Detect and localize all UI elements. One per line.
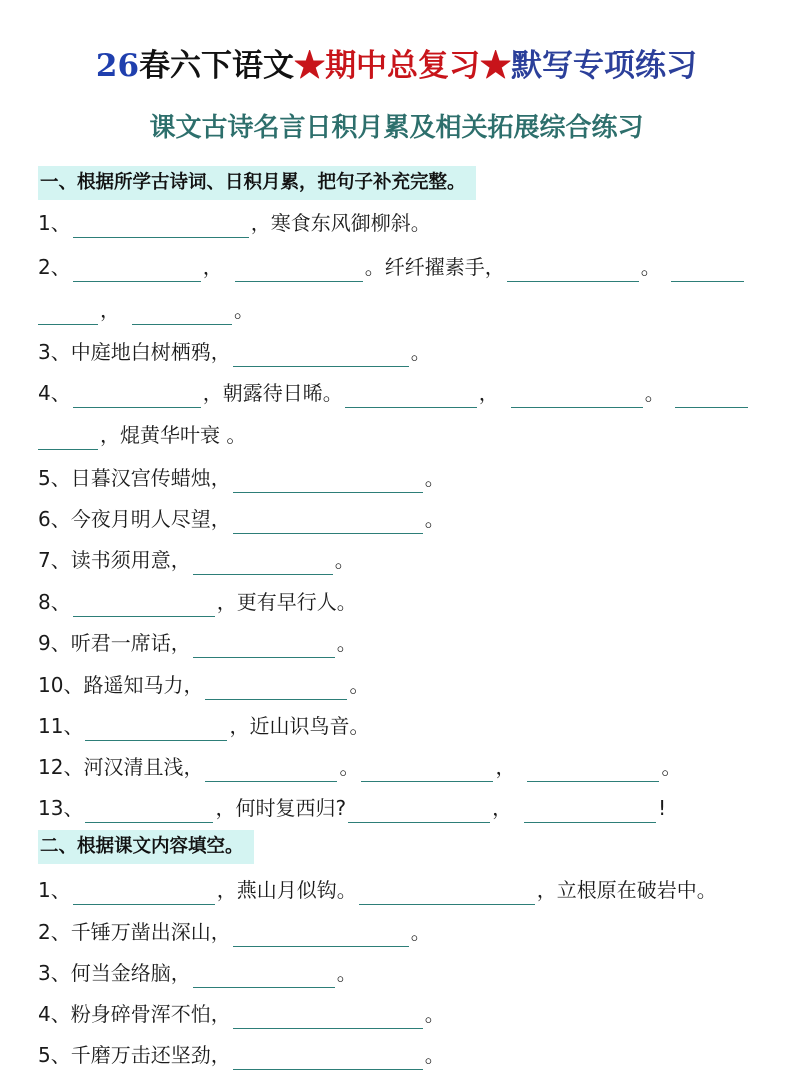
answer-blank[interactable]: [233, 511, 423, 534]
exercise-line: 2、 ， 。纤纤擢素手， 。: [38, 252, 746, 282]
star-icon: ★: [480, 48, 512, 84]
answer-blank[interactable]: [524, 800, 656, 823]
exercise-line: 2、千锤万凿出深山， 。: [38, 917, 431, 947]
answer-blank[interactable]: [527, 759, 659, 782]
exercise-line: 1、 ，燕山月似钩。 ，立根原在破岩中。: [38, 875, 717, 905]
answer-blank[interactable]: [233, 344, 409, 367]
answer-blank[interactable]: [671, 259, 744, 282]
page-subtitle: 课文古诗名言日积月累及相关拓展综合练习: [149, 113, 644, 143]
answer-blank[interactable]: [73, 385, 201, 408]
answer-blank[interactable]: [511, 385, 643, 408]
exercise-line-continued: ， 。: [38, 295, 254, 325]
answer-blank[interactable]: [235, 259, 363, 282]
answer-blank[interactable]: [205, 677, 347, 700]
exercise-line: 12、河汉清且浅， 。 ， 。: [38, 752, 681, 782]
title-part1: 春六下语文: [139, 48, 295, 84]
answer-blank[interactable]: [233, 924, 409, 947]
title-part3: 默写专项练习: [511, 48, 698, 84]
exercise-line: 4、 ，朝露待日晞。 ， 。: [38, 378, 750, 408]
answer-blank[interactable]: [193, 965, 335, 988]
section-1-heading: 一、根据所学古诗词、日积月累，把句子补充完整。: [38, 166, 476, 200]
exercise-line: 1、 ，寒食东风御柳斜。: [38, 208, 431, 238]
page-title: [0, 44, 793, 88]
answer-blank[interactable]: [73, 882, 215, 905]
exercise-line: 3、何当金络脑， 。: [38, 958, 357, 988]
answer-blank[interactable]: [85, 718, 227, 741]
exercise-line: 9、听君一席话， 。: [38, 628, 357, 658]
exercise-line: 6、今夜月明人尽望， 。: [38, 504, 445, 534]
answer-blank[interactable]: [675, 385, 748, 408]
exercise-line: 5、千磨万击还坚劲， 。: [38, 1040, 445, 1070]
exercise-line: 7、读书须用意， 。: [38, 545, 355, 575]
answer-blank[interactable]: [38, 427, 98, 450]
answer-blank[interactable]: [193, 635, 335, 658]
title-year: 26: [95, 48, 140, 84]
answer-blank[interactable]: [345, 385, 477, 408]
answer-blank[interactable]: [233, 1047, 423, 1070]
answer-blank[interactable]: [73, 259, 201, 282]
answer-blank[interactable]: [233, 1006, 423, 1029]
answer-blank[interactable]: [73, 594, 215, 617]
answer-blank[interactable]: [205, 759, 337, 782]
exercise-line-continued: ，焜黄华叶衰 。: [38, 420, 246, 450]
title-part2: 期中总复习: [325, 48, 481, 84]
section-2-heading: 二、根据课文内容填空。: [38, 830, 254, 864]
exercise-line: 3、中庭地白树栖鸦， 。: [38, 337, 431, 367]
exercise-line: 4、粉身碎骨浑不怕， 。: [38, 999, 445, 1029]
answer-blank[interactable]: [507, 259, 639, 282]
exercise-line: 11、 ，近山识鸟音。: [38, 711, 369, 741]
answer-blank[interactable]: [361, 759, 493, 782]
answer-blank[interactable]: [73, 215, 249, 238]
answer-blank[interactable]: [132, 302, 232, 325]
exercise-line: 5、日暮汉宫传蜡烛， 。: [38, 463, 445, 493]
exercise-line: 10、路遥知马力， 。: [38, 670, 369, 700]
answer-blank[interactable]: [359, 882, 535, 905]
answer-blank[interactable]: [193, 552, 333, 575]
answer-blank[interactable]: [348, 800, 490, 823]
answer-blank[interactable]: [38, 302, 98, 325]
exercise-line: 13、 ，何时复西归? ， !: [38, 793, 666, 823]
answer-blank[interactable]: [233, 470, 423, 493]
exercise-line: 8、 ，更有早行人。: [38, 587, 357, 617]
star-icon: ★: [294, 48, 326, 84]
answer-blank[interactable]: [85, 800, 213, 823]
